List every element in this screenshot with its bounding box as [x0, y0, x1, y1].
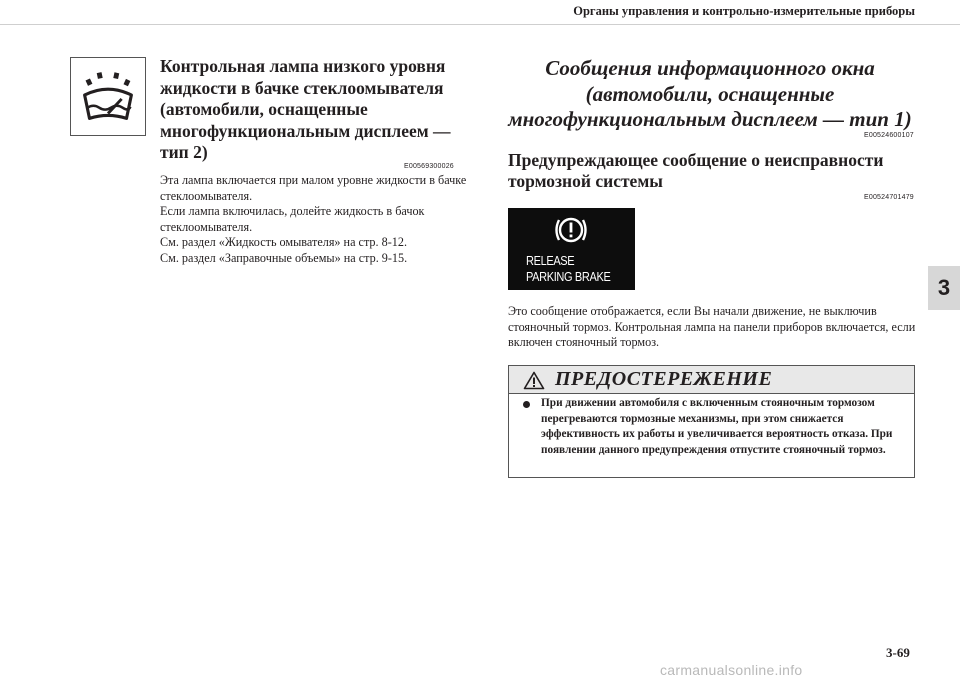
subsection-title-brake-warning: Предупреждающее сообщение о неисправности тормозной системы [508, 150, 884, 191]
reference-code: E00524600107 [864, 132, 914, 139]
section-body-washer-lamp [160, 173, 480, 266]
bullet-icon [523, 401, 530, 408]
header-divider [0, 24, 960, 25]
brake-warning-icon [553, 212, 589, 248]
caution-header [509, 366, 914, 394]
reference-code: E00524701479 [864, 194, 914, 201]
paragraph: Если лампа включилась, долейте жидкость в бачок стеклоомывателя. [160, 204, 425, 234]
caution-box [508, 365, 915, 478]
paragraph: См. раздел «Заправочные объемы» на стр. 9-15. [160, 250, 408, 265]
section-title-washer-lamp: Контрольная лампа низкого уровня жидкости в бачке стеклоомывателя (автомобили, оснащенные многофункциональным дисплеем — тип 2) [160, 56, 451, 162]
section-tab: 3 [928, 266, 960, 310]
paragraph: Эта лампа включается при малом уровне жидкости в бачке стеклоомывателя. [160, 173, 467, 203]
paragraph: См. раздел «Жидкость омывателя» на стр. 8-12. [160, 235, 407, 249]
page-number: 3-69 [886, 645, 910, 660]
display-text-line: RELEASE [526, 254, 575, 268]
caution-text: При движении автомобиля с включенным стояночным тормозом перегреваются тормозные механизмы, при этом снижается эффективность их работы и увеличивается вероятность отказа. При появлении данного предупреждения отпустите стояночный тормоз. [541, 397, 893, 456]
section-title-info-messages: Сообщения информационного окна (автомобили, оснащенные многофункциональным дисплеем — тип 1) [508, 56, 912, 131]
washer-fluid-warning-icon [70, 57, 146, 136]
caution-title: ПРЕДОСТЕРЕЖЕНИЕ [555, 368, 773, 390]
display-message-image [508, 208, 635, 290]
section-body-brake-warning [508, 304, 918, 351]
display-text-line: PARKING BRAKE [526, 270, 611, 284]
watermark: carmanualsonline.info [660, 662, 803, 678]
reference-code: E00569300026 [404, 163, 454, 170]
warning-triangle-icon [523, 371, 545, 390]
paragraph: Это сообщение отображается, если Вы начали движение, не выключив стояночный тормоз. Контрольная лампа на панели приборов включается, если включен стояночный тормоз. [508, 304, 916, 349]
running-header: Органы управления и контрольно-измерительные приборы [573, 4, 915, 18]
